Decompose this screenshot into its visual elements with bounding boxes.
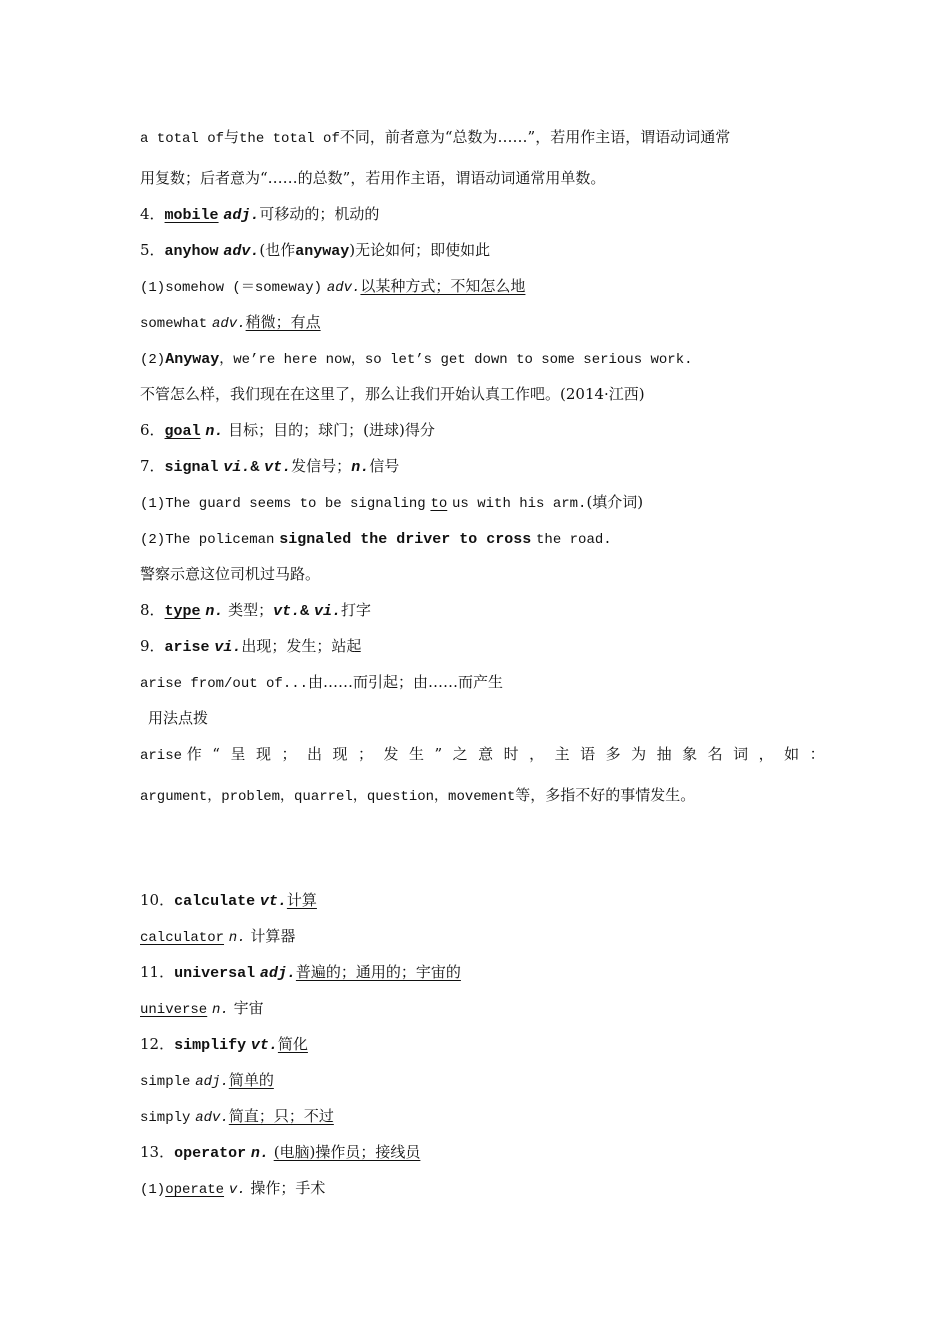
headword: anyhow xyxy=(164,243,219,260)
answer-blank: 简直；只；不过 xyxy=(228,1107,334,1125)
headword: universal xyxy=(174,965,256,982)
translation-signal: 警察示意这位司机过马路。 xyxy=(140,565,321,583)
headword: arise xyxy=(164,639,210,656)
headword: goal xyxy=(164,423,201,440)
example-signal-1: (1)The guard seems to be signaling to us with his arm.(填介词) xyxy=(140,493,644,512)
answer-blank: universe xyxy=(140,1002,208,1018)
entry-calculator: calculator n. 计算器 xyxy=(140,927,296,946)
entry-universe: universe n. 宇宙 xyxy=(140,999,264,1018)
usage-tip-line-2: argument，problem，quarrel，question，movement等，多指不好的事情发生。 xyxy=(140,786,696,805)
entry-type: 8．type n. 类型；vt.& vi.打字 xyxy=(140,601,371,620)
phrase-arise-from: arise from/out of...由……而引起；由……而产生 xyxy=(140,673,504,692)
headword: mobile xyxy=(164,207,219,224)
answer-blank: (电脑)操作员；接线员 xyxy=(273,1143,421,1161)
answer-blank: 计算 xyxy=(286,891,317,909)
answer-blank: 简化 xyxy=(277,1035,308,1053)
entry-somewhat: somewhat adv.稍微；有点 xyxy=(140,313,321,332)
answer-blank: 简单的 xyxy=(228,1071,274,1089)
entry-somehow: (1)somehow (＝someway) adv.以某种方式；不知怎么地 xyxy=(140,277,526,296)
entry-universal: 11．universal adj.普遍的；通用的；宇宙的 xyxy=(140,963,461,982)
answer-blank: 以某种方式；不知怎么地 xyxy=(360,277,526,295)
entry-signal: 7．signal vi.& vt.发信号；n.信号 xyxy=(140,457,400,476)
entry-calculate: 10．calculate vt.计算 xyxy=(140,891,317,910)
answer-blank: to xyxy=(430,496,448,512)
usage-tip-heading: 用法点拨 xyxy=(148,709,209,727)
entry-simplify: 12．simplify vt.简化 xyxy=(140,1035,308,1054)
answer-blank: 普遍的；通用的；宇宙的 xyxy=(295,963,461,981)
entry-operator: 13．operator n. (电脑)操作员；接线员 xyxy=(140,1143,421,1162)
example-signal-2: (2)The policeman signaled the driver to cross the road. xyxy=(140,531,612,548)
answer-blank: operate xyxy=(165,1182,225,1198)
note-line-total-of-cont: 用复数；后者意为“……的总数”，若用作主语，谓语动词通常用单数。 xyxy=(140,169,606,187)
entry-mobile: 4．mobile adj.可移动的；机动的 xyxy=(140,205,380,224)
entry-simple: simple adj.简单的 xyxy=(140,1071,274,1090)
headword: simplify xyxy=(174,1037,247,1054)
translation-anyway: 不管怎么样，我们现在在这里了，那么让我们开始认真工作吧。(2014·江西) xyxy=(140,385,645,403)
answer-blank: 稍微；有点 xyxy=(245,313,321,331)
entry-arise: 9．arise vi.出现；发生；站起 xyxy=(140,637,362,656)
answer-blank: calculator xyxy=(140,930,225,946)
entry-operate: (1)operate v. 操作；手术 xyxy=(140,1179,326,1198)
example-anyway: (2)Anyway，we’re here now，so let’s get down to some serious work. xyxy=(140,351,693,368)
entry-anyhow: 5．anyhow adv.(也作anyway)无论如何；即使如此 xyxy=(140,241,491,260)
entry-goal: 6．goal n. 目标；目的；球门；(进球)得分 xyxy=(140,421,435,440)
headword: type xyxy=(164,603,201,620)
entry-simply: simply adv.简直；只；不过 xyxy=(140,1107,334,1126)
headword: signal xyxy=(164,459,219,476)
headword: operator xyxy=(174,1145,247,1162)
headword: calculate xyxy=(174,893,256,910)
usage-tip-line-1: arise 作“呈现；出现；发生”之意时，主语多为抽象名词，如： xyxy=(140,745,836,764)
note-line-total-of: a total of与the total of不同，前者意为“总数为……”，若用作主语，谓语动词通常 xyxy=(140,128,731,147)
